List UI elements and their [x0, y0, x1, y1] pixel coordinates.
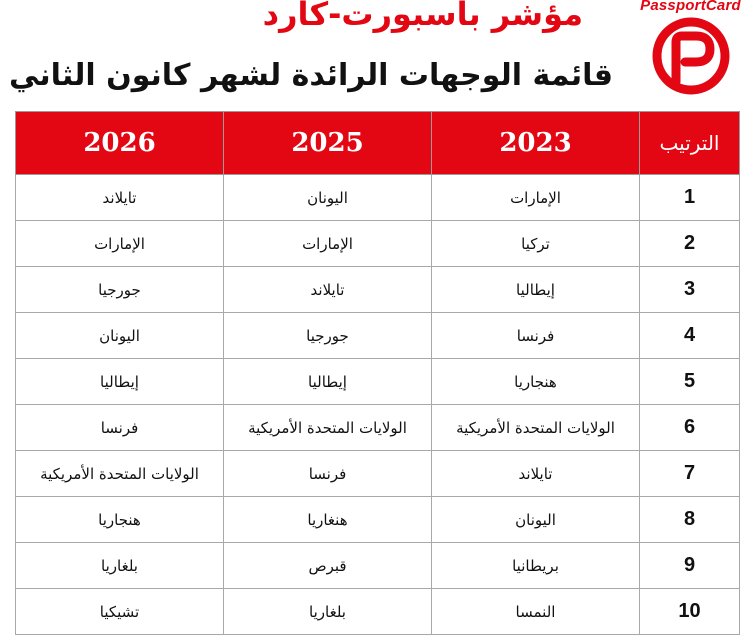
cell-2023: بريطانيا [432, 543, 640, 589]
table-row [16, 267, 740, 313]
cell-2023: النمسا [432, 589, 640, 635]
cell-2026: تشيكيا [16, 589, 224, 635]
header-2023: 2023 [432, 112, 640, 175]
table-row [16, 221, 740, 267]
cell-2025: اليونان [224, 175, 432, 221]
cell-2025: فرنسا [224, 451, 432, 497]
rank-cell: 10 [640, 589, 740, 635]
page-title: مؤشر باسبورت-كارد [262, 0, 583, 33]
cell-2023: الإمارات [432, 175, 640, 221]
cell-2025: بلغاريا [224, 589, 432, 635]
rank-cell: 2 [640, 221, 740, 267]
cell-2023: إيطاليا [432, 267, 640, 313]
cell-2025: إيطاليا [224, 359, 432, 405]
cell-2023: فرنسا [432, 313, 640, 359]
passportcard-p-logo-icon [646, 16, 736, 96]
table-row [16, 405, 740, 451]
logo-wordmark: PassportCard [640, 0, 741, 14]
cell-2025: هنغاريا [224, 497, 432, 543]
cell-2026: هنجاريا [16, 497, 224, 543]
destinations-table [15, 111, 740, 635]
cell-2026: بلغاريا [16, 543, 224, 589]
cell-2026: إيطاليا [16, 359, 224, 405]
table-row [16, 359, 740, 405]
table-row [16, 589, 740, 635]
cell-2025: الإمارات [224, 221, 432, 267]
table-row [16, 313, 740, 359]
table-row [16, 451, 740, 497]
rank-cell: 7 [640, 451, 740, 497]
cell-2025: تايلاند [224, 267, 432, 313]
cell-2025: الولايات المتحدة الأمريكية [224, 405, 432, 451]
cell-2026: الإمارات [16, 221, 224, 267]
page-subtitle: قائمة الوجهات الرائدة لشهر كانون الثاني [8, 58, 613, 93]
cell-2023: هنجاريا [432, 359, 640, 405]
rank-cell: 3 [640, 267, 740, 313]
table-row [16, 497, 740, 543]
header-rank: الترتيب [640, 112, 740, 175]
passportcard-logo [628, 0, 753, 96]
cell-2023: تايلاند [432, 451, 640, 497]
cell-2026: تايلاند [16, 175, 224, 221]
rank-cell: 9 [640, 543, 740, 589]
header-2026: 2026 [16, 112, 224, 175]
table-row [16, 175, 740, 221]
cell-2026: جورجيا [16, 267, 224, 313]
rank-cell: 1 [640, 175, 740, 221]
cell-2026: الولايات المتحدة الأمريكية [16, 451, 224, 497]
table-header-row [16, 112, 740, 175]
rank-cell: 5 [640, 359, 740, 405]
table-row [16, 543, 740, 589]
cell-2026: اليونان [16, 313, 224, 359]
rank-cell: 8 [640, 497, 740, 543]
cell-2023: تركيا [432, 221, 640, 267]
cell-2023: اليونان [432, 497, 640, 543]
rank-cell: 4 [640, 313, 740, 359]
cell-2023: الولايات المتحدة الأمريكية [432, 405, 640, 451]
cell-2025: قبرص [224, 543, 432, 589]
cell-2026: فرنسا [16, 405, 224, 451]
cell-2025: جورجيا [224, 313, 432, 359]
header-2025: 2025 [224, 112, 432, 175]
rank-cell: 6 [640, 405, 740, 451]
